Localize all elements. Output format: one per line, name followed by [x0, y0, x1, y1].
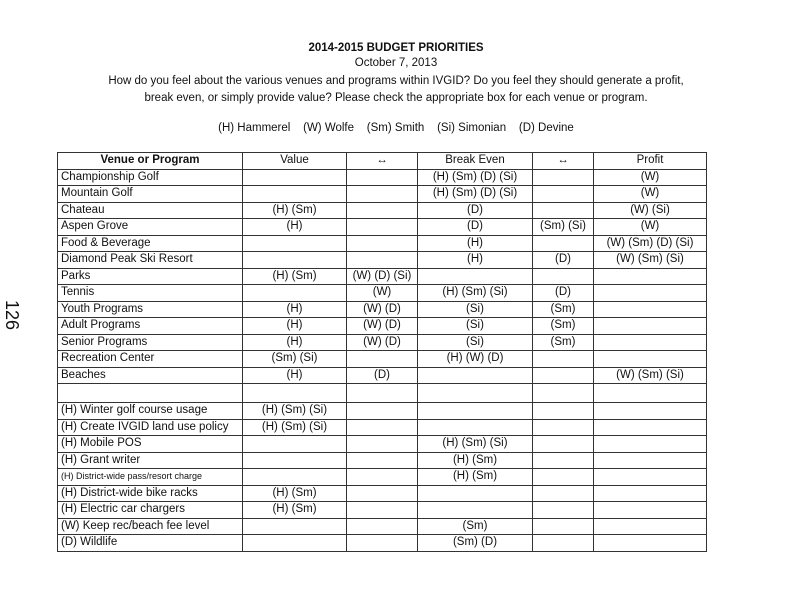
profit-cell [594, 318, 707, 335]
header-arrow-1: ↔ [347, 153, 418, 170]
break-even-cell: (H) (Sm) [418, 452, 533, 469]
break-even-profit-cell [533, 403, 594, 420]
row-name-cell: (H) Grant writer [58, 452, 243, 469]
value-break-even-cell [347, 169, 418, 186]
spacer-cell [243, 384, 347, 403]
profit-cell: (W) (Si) [594, 202, 707, 219]
value-cell [243, 469, 347, 486]
profit-cell [594, 485, 707, 502]
table-row [58, 169, 707, 186]
table-row [58, 285, 707, 302]
break-even-cell [418, 419, 533, 436]
row-name-cell: Mountain Golf [58, 186, 243, 203]
break-even-cell [418, 485, 533, 502]
break-even-cell: (H) (Sm) [418, 469, 533, 486]
break-even-cell: (Sm) (D) [418, 535, 533, 552]
break-even-cell: (Si) [418, 334, 533, 351]
row-name-cell: Recreation Center [58, 351, 243, 368]
break-even-profit-cell [533, 419, 594, 436]
value-cell [243, 518, 347, 535]
value-cell [243, 252, 347, 269]
break-even-profit-cell [533, 235, 594, 252]
header-profit: Profit [594, 153, 707, 170]
priorities-table [57, 152, 707, 552]
value-cell: (Sm) (Si) [243, 351, 347, 368]
row-name-cell: (D) Wildlife [58, 535, 243, 552]
value-break-even-cell: (W) (D) [347, 334, 418, 351]
spacer-cell [594, 384, 707, 403]
document-date: October 7, 2013 [354, 57, 438, 69]
value-cell: (H) (Sm) [243, 202, 347, 219]
row-name-cell: Aspen Grove [58, 219, 243, 236]
break-even-profit-cell [533, 469, 594, 486]
value-cell: (H) [243, 367, 347, 384]
row-name-cell: Parks [58, 268, 243, 285]
value-cell: (H) [243, 301, 347, 318]
row-name-cell: Beaches [58, 367, 243, 384]
table-row [58, 252, 707, 269]
value-break-even-cell [347, 403, 418, 420]
break-even-cell: (D) [418, 202, 533, 219]
table-header-row [58, 153, 707, 170]
break-even-profit-cell [533, 535, 594, 552]
value-break-even-cell [347, 202, 418, 219]
value-break-even-cell [347, 469, 418, 486]
break-even-cell: (H) (Sm) (Si) [418, 436, 533, 453]
spacer-cell [58, 384, 243, 403]
row-name-cell: (H) Mobile POS [58, 436, 243, 453]
page-number: 126 [2, 300, 22, 331]
page-title: 2014-2015 BUDGET PRIORITIES [308, 42, 484, 54]
break-even-profit-cell: (Sm) [533, 318, 594, 335]
row-name-cell: (W) Keep rec/beach fee level [58, 518, 243, 535]
break-even-profit-cell [533, 367, 594, 384]
break-even-cell [418, 502, 533, 519]
value-cell: (H) [243, 318, 347, 335]
question-line-2: break even, or simply provide value? Please check the appropriate box for each venue or program. [144, 92, 648, 104]
break-even-cell: (Si) [418, 318, 533, 335]
profit-cell: (W) [594, 169, 707, 186]
value-cell [243, 285, 347, 302]
row-name-cell: Senior Programs [58, 334, 243, 351]
break-even-cell: (D) [418, 219, 533, 236]
break-even-profit-cell [533, 186, 594, 203]
break-even-cell: (Si) [418, 301, 533, 318]
value-cell [243, 535, 347, 552]
table-row [58, 202, 707, 219]
value-break-even-cell [347, 419, 418, 436]
profit-cell: (W) (Sm) (D) (Si) [594, 235, 707, 252]
value-break-even-cell [347, 502, 418, 519]
row-name-cell: (H) District-wide bike racks [58, 485, 243, 502]
table-row [58, 219, 707, 236]
profit-cell [594, 535, 707, 552]
row-name-cell: (H) Create IVGID land use policy [58, 419, 243, 436]
value-break-even-cell: (W) (D) [347, 301, 418, 318]
row-name-cell: Chateau [58, 202, 243, 219]
header-break-even: Break Even [418, 153, 533, 170]
profit-cell: (W) [594, 219, 707, 236]
header-value: Value [243, 153, 347, 170]
spacer-cell [347, 384, 418, 403]
break-even-cell: (H) (Sm) (D) (Si) [418, 169, 533, 186]
break-even-profit-cell: (Sm) (Si) [533, 219, 594, 236]
survey-question [40, 73, 752, 107]
table-row [58, 186, 707, 203]
spacer-cell [418, 384, 533, 403]
value-cell: (H) [243, 219, 347, 236]
break-even-cell [418, 403, 533, 420]
row-name-cell: (H) Winter golf course usage [58, 403, 243, 420]
profit-cell [594, 452, 707, 469]
break-even-profit-cell [533, 436, 594, 453]
break-even-cell: (H) [418, 252, 533, 269]
value-break-even-cell: (W) (D) [347, 318, 418, 335]
value-cell: (H) (Sm) [243, 268, 347, 285]
table-row [58, 403, 707, 420]
profit-cell [594, 268, 707, 285]
profit-cell [594, 518, 707, 535]
table-row [58, 367, 707, 384]
value-cell [243, 436, 347, 453]
value-break-even-cell: (W) [347, 285, 418, 302]
profit-cell: (W) (Sm) (Si) [594, 367, 707, 384]
value-break-even-cell: (D) [347, 367, 418, 384]
break-even-cell [418, 367, 533, 384]
row-name-cell: Adult Programs [58, 318, 243, 335]
value-break-even-cell [347, 219, 418, 236]
table-row [58, 469, 707, 486]
value-cell: (H) (Sm) (Si) [243, 419, 347, 436]
header-arrow-2: ↔ [533, 153, 594, 170]
profit-cell: (W) (Sm) (Si) [594, 252, 707, 269]
profit-cell [594, 334, 707, 351]
spacer-row [58, 384, 707, 403]
table-row [58, 301, 707, 318]
break-even-profit-cell [533, 452, 594, 469]
value-break-even-cell [347, 485, 418, 502]
profit-cell [594, 502, 707, 519]
profit-cell [594, 285, 707, 302]
table-row [58, 535, 707, 552]
value-cell: (H) [243, 334, 347, 351]
value-break-even-cell [347, 436, 418, 453]
row-name-cell: Championship Golf [58, 169, 243, 186]
table-row [58, 502, 707, 519]
table-row [58, 436, 707, 453]
header-venue: Venue or Program [58, 153, 243, 170]
question-line-1: How do you feel about the various venues and programs within IVGID? Do you feel they should generate a profit, [108, 75, 684, 87]
break-even-profit-cell [533, 202, 594, 219]
profit-cell [594, 351, 707, 368]
break-even-profit-cell: (D) [533, 285, 594, 302]
break-even-cell: (H) (W) (D) [418, 351, 533, 368]
value-cell: (H) (Sm) [243, 502, 347, 519]
break-even-cell: (Sm) [418, 518, 533, 535]
value-break-even-cell [347, 235, 418, 252]
row-name-cell: (H) Electric car chargers [58, 502, 243, 519]
break-even-cell: (H) (Sm) (D) (Si) [418, 186, 533, 203]
table-row [58, 518, 707, 535]
value-break-even-cell [347, 252, 418, 269]
table-row [58, 268, 707, 285]
value-cell [243, 169, 347, 186]
break-even-cell: (H) [418, 235, 533, 252]
value-break-even-cell [347, 186, 418, 203]
break-even-profit-cell: (Sm) [533, 334, 594, 351]
table-row [58, 485, 707, 502]
break-even-profit-cell [533, 169, 594, 186]
row-name-cell: Youth Programs [58, 301, 243, 318]
value-cell: (H) (Sm) (Si) [243, 403, 347, 420]
break-even-profit-cell [533, 502, 594, 519]
value-break-even-cell [347, 351, 418, 368]
break-even-profit-cell: (D) [533, 252, 594, 269]
value-break-even-cell [347, 452, 418, 469]
break-even-profit-cell [533, 485, 594, 502]
row-name-cell: Tennis [58, 285, 243, 302]
profit-cell [594, 436, 707, 453]
break-even-profit-cell: (Sm) [533, 301, 594, 318]
break-even-cell: (H) (Sm) (Si) [418, 285, 533, 302]
row-name-cell: (H) District-wide pass/resort charge [58, 469, 243, 486]
break-even-profit-cell [533, 518, 594, 535]
table-row [58, 351, 707, 368]
value-break-even-cell: (W) (D) (Si) [347, 268, 418, 285]
profit-cell: (W) [594, 186, 707, 203]
profit-cell [594, 403, 707, 420]
value-cell [243, 452, 347, 469]
break-even-cell [418, 268, 533, 285]
value-break-even-cell [347, 518, 418, 535]
table-row [58, 318, 707, 335]
row-name-cell: Diamond Peak Ski Resort [58, 252, 243, 269]
respondent-legend: (H) Hammerel (W) Wolfe (Sm) Smith (Si) Simonian (D) Devine [218, 122, 574, 134]
value-cell [243, 235, 347, 252]
break-even-profit-cell [533, 351, 594, 368]
break-even-profit-cell [533, 268, 594, 285]
row-name-cell: Food & Beverage [58, 235, 243, 252]
profit-cell [594, 469, 707, 486]
spacer-cell [533, 384, 594, 403]
profit-cell [594, 419, 707, 436]
table-row [58, 235, 707, 252]
table-row [58, 419, 707, 436]
value-break-even-cell [347, 535, 418, 552]
table-row [58, 452, 707, 469]
profit-cell [594, 301, 707, 318]
value-cell [243, 186, 347, 203]
table-row [58, 334, 707, 351]
value-cell: (H) (Sm) [243, 485, 347, 502]
